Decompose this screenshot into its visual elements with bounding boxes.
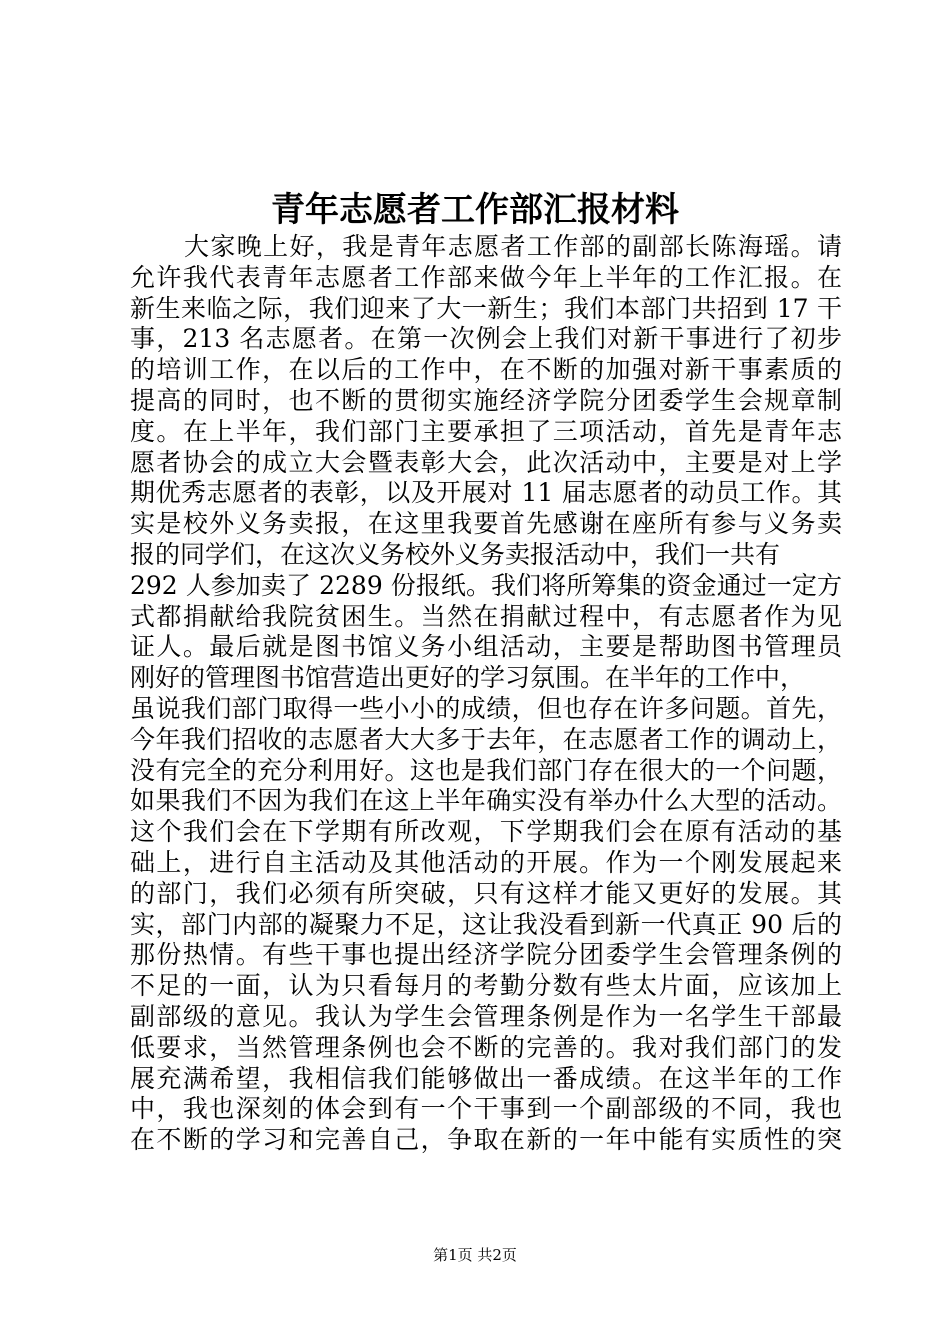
paragraph-line: 期优秀志愿者的表彰，以及开展对 11 届志愿者的动员工作。其 [130,478,842,508]
paragraph-line: 展充满希望，我相信我们能够做出一番成绩。在这半年的工作 [130,1063,842,1093]
paragraph-line: 今年我们招收的志愿者大大多于去年，在志愿者工作的调动上， [130,724,842,754]
paragraph-line: 292 人参加卖了 2289 份报纸。我们将所筹集的资金通过一定方 [130,570,842,600]
paragraph-line: 虽说我们部门取得一些小小的成绩，但也存在许多问题。首先， [130,693,842,723]
document-title: 青年志愿者工作部汇报材料 [271,190,679,230]
paragraph-line: 实，部门内部的凝聚力不足，这让我没看到新一代真正 90 后的 [130,909,842,939]
paragraph-line: 副部级的意见。我认为学生会管理条例是作为一名学生干部最 [130,1001,842,1031]
paragraph-line: 那份热情。有些干事也提出经济学院分团委学生会管理条例的 [130,940,842,970]
paragraph-line: 低要求，当然管理条例也会不断的完善的。我对我们部门的发 [130,1032,842,1062]
paragraph-line: 的培训工作，在以后的工作中，在不断的加强对新干事素质的 [130,355,842,385]
page-footer: 第1页 共2页 [433,1246,517,1264]
paragraph-line: 实是校外义务卖报，在这里我要首先感谢在座所有参与义务卖 [130,509,842,539]
paragraph-line: 如果我们不因为我们在这上半年确实没有举办什么大型的活动。 [130,786,842,816]
paragraph-line: 刚好的管理图书馆营造出更好的学习氛围。在半年的工作中， [130,663,806,693]
paragraph-line: 不足的一面，认为只看每月的考勤分数有些太片面，应该加上 [130,971,842,1001]
paragraph-line: 提高的同时，也不断的贯彻实施经济学院分团委学生会规章制 [130,385,842,415]
paragraph-line: 大家晚上好，我是青年志愿者工作部的副部长陈海瑶。请 [184,232,842,261]
paragraph-line: 允许我代表青年志愿者工作部来做今年上半年的工作汇报。在 [130,262,842,292]
paragraph-line: 证人。最后就是图书馆义务小组活动，主要是帮助图书管理员 [130,632,842,662]
paragraph-line: 度。在上半年，我们部门主要承担了三项活动，首先是青年志 [130,416,842,446]
paragraph-line: 报的同学们，在这次义务校外义务卖报活动中，我们一共有 [130,539,781,569]
document-body [130,232,842,1156]
paragraph-line: 在不断的学习和完善自己，争取在新的一年中能有实质性的突 [130,1125,842,1155]
paragraph-line: 没有完全的充分利用好。这也是我们部门存在很大的一个问题， [130,755,842,785]
paragraph-line: 愿者协会的成立大会暨表彰大会，此次活动中，主要是对上学 [130,447,842,477]
paragraph-line: 事，213 名志愿者。在第一次例会上我们对新干事进行了初步 [130,324,842,354]
paragraph-line: 的部门，我们必须有所突破，只有这样才能又更好的发展。其 [130,878,842,908]
paragraph-line: 中，我也深刻的体会到有一个干事到一个副部级的不同，我也 [130,1094,842,1124]
paragraph-line: 这个我们会在下学期有所改观，下学期我们会在原有活动的基 [130,817,842,847]
paragraph-line: 式都捐献给我院贫困生。当然在捐献过程中，有志愿者作为见 [130,601,842,631]
paragraph-line: 新生来临之际，我们迎来了大一新生；我们本部门共招到 17 干 [130,293,842,323]
paragraph-line: 础上，进行自主活动及其他活动的开展。作为一个刚发展起来 [130,847,842,877]
